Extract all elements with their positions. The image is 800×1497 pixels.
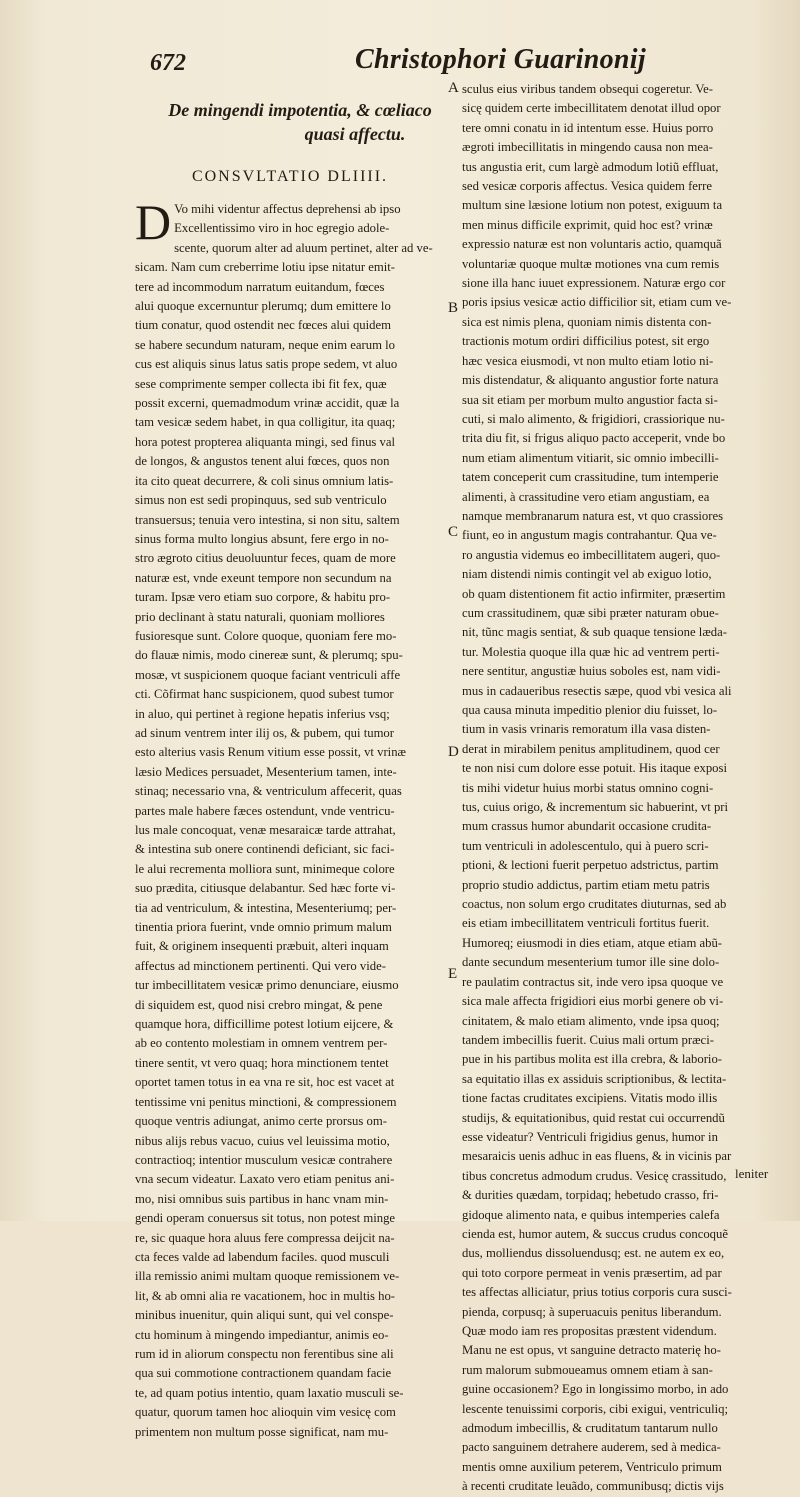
text-line: mum crassus humor abundarit occasione crudita-: [462, 819, 712, 834]
text-line: tum ventriculi in adolescentulo, qui à puero scri-: [462, 838, 709, 853]
text-line: nibus alijs rebus vacuo, cuius vel leuissima motio,: [135, 1133, 390, 1148]
text-line: proprio studio addictus, partim etiam metu patris: [462, 877, 710, 892]
text-line: cum crassitudinem, quæ sibi præter naturam obue-: [462, 605, 719, 620]
text-line: qui toto corpore permeat in venis præsertim, ad par: [462, 1265, 722, 1280]
text-line: & durities quædam, torpidaq; hebetudo crasso, fri-: [462, 1188, 719, 1203]
text-line: tere ad incommodum narratum euitandum, fœces: [135, 279, 385, 294]
text-line: in aluo, qui pertinet à regione hepatis inferius vsq;: [135, 706, 390, 721]
text-line: pue in his partibus molita est illa crebra, & laborio-: [462, 1052, 723, 1067]
text-line: do flauæ nimis, modo cinereæ sunt, & plerumq; spu-: [135, 648, 403, 663]
text-line: ab eo contento molestiam in omnem ventrem per-: [135, 1036, 388, 1051]
text-line: tia ad ventriculum, & intestina, Mesenteriumq; per-: [135, 900, 397, 915]
text-line: naturæ est, vnde exeunt tempore non secundum na: [135, 570, 392, 585]
text-line: ctu hominum à mingendo impediantur, animis eo-: [135, 1327, 389, 1342]
text-line: voluntariæ quoque multæ motiones vna cum remis: [462, 256, 720, 271]
text-line: ad sinum ventrem inter ilij os, & pubem, qui tumor: [135, 725, 395, 740]
section-title-line: De mingendi impotentia, & cœliaco: [168, 100, 432, 120]
text-line: cuti, si malo alimento, & frigidiori, crassiorique nu-: [462, 411, 725, 426]
text-line: sica est nimis plena, quoniam nimis distenta con-: [462, 314, 712, 329]
text-line: dus, molliendus dissoluendusq; est. ne autem ex eo,: [462, 1246, 725, 1261]
text-line: tis mihi videtur huius morbi status omnino cogni-: [462, 780, 714, 795]
text-line: fusioresque sunt. Colore quoque, quoniam fere mo-: [135, 628, 397, 643]
text-line: te non nisi cum dolore esse potuit. His itaque exposi: [462, 761, 727, 776]
margin-letter: D: [448, 744, 459, 760]
text-line: quatur, quorum tamen hoc alioquin vim vesicę com: [135, 1405, 396, 1420]
section-title: [155, 98, 445, 146]
text-line: te, ad quam potius intentio, quam laxatio musculi se-: [135, 1385, 404, 1400]
text-line: sa equitatio illas ex assiduis scriptionibus, & lectita-: [462, 1071, 727, 1086]
text-line: tes affectas alliciatur, prius totius corporis cura susci-: [462, 1285, 732, 1300]
margin-letter: E: [448, 966, 458, 982]
text-line: fiunt, eo in angustum magis contrahantur. Qua ve-: [462, 528, 717, 543]
left-column-text: [135, 200, 445, 1442]
text-line: Humoreq; eiusmodi in dies etiam, atque etiam abũ-: [462, 935, 723, 950]
text-line: pacto sanguinem detrahere auderem, sed à medica-: [462, 1440, 721, 1455]
text-line: sinus forma multo longius absunt, fere ergo in no-: [135, 531, 389, 546]
text-line: cti. Cõfirmat hanc suspicionem, quod subest tumor: [135, 687, 394, 702]
text-line: tur imbecillitatem vesicæ primo denunciare, eiusmo: [135, 978, 399, 993]
text-line: num etiam alimentum vitiarit, sic omnio imbecilli-: [462, 450, 719, 465]
text-line: lit, & ab omni alia re vacationem, hoc in multis ho-: [135, 1288, 396, 1303]
text-line: sed vesicæ corporis affectus. Vesica quidem ferre: [462, 179, 713, 194]
right-column: [462, 80, 772, 1497]
text-line: simus non est sedi propinquus, sed sub ventriculo: [135, 493, 387, 508]
text-line: esse videatur? Ventriculi frigidius genus, humor in: [462, 1129, 718, 1144]
text-line: coactus, non solum ergo cruditates diuturnas, sed ab: [462, 897, 727, 912]
text-line: partes male habere fæces ostendunt, vnde ventricu-: [135, 803, 395, 818]
drop-cap: D: [135, 200, 172, 250]
text-line: studijs, & equitationibus, quid restat cui occurrendũ: [462, 1110, 725, 1125]
text-line: quamque hora, difficillime potest lotium eijcere, &: [135, 1017, 394, 1032]
right-column-text: [462, 80, 772, 1497]
text-line: qua sui commotione contractionem quandam facie: [135, 1366, 392, 1381]
text-line: gidoque alimento nata, e quibus intemperies calefa: [462, 1207, 720, 1222]
text-line: cus est aliquis sinus latus satis prope sedem, vt aluo: [135, 357, 398, 372]
text-line: alimenti, à crassitudine vero etiam angustiam, ea: [462, 489, 710, 504]
text-line: tatem conceperit cum crassitudine, tum intemperie: [462, 470, 719, 485]
text-line: tus angustia erit, cum largè admodum lotiũ effluat,: [462, 159, 719, 174]
text-line: derat in mirabilem penitus amplitudinem, quod cer: [462, 741, 720, 756]
text-line: minibus inuenitur, quin aliqui sunt, qui vel conspe-: [135, 1308, 394, 1323]
text-line: ægroti imbecillitatis in mingendo causa non mea-: [462, 140, 713, 155]
text-line: namque membranarum natura est, vt quo crassiores: [462, 508, 724, 523]
text-line: trita diu fit, si frigus aliquo pacto acceperit, vnde bo: [462, 431, 726, 446]
text-line: sculus eius viribus tandem obsequi cogeretur. Ve-: [462, 82, 713, 96]
text-line: tinentia priora fuerint, vnde omnio primum malum: [135, 920, 392, 935]
text-line: lus male concoquat, venæ mesaraicæ tarde attrahat,: [135, 823, 396, 837]
running-head: Christophori Guarinonij: [355, 44, 646, 75]
text-line: tus, cuius origo, & incrementum sic habuerint, vt pri: [462, 800, 729, 815]
text-line: tur. Molestia quoque illa quæ hic ad ventrem perti-: [462, 644, 720, 659]
text-line: mentis omne auxilium peterem, Ventriculo primum: [462, 1459, 722, 1474]
text-line: tium in vasis vrinaris remoratum illa vasa disten-: [462, 722, 711, 737]
text-line: tinere sentit, vt vero quaq; hora minctionem tentet: [135, 1055, 389, 1070]
text-line: Excellentissimo viro in hoc egregio adole-: [174, 221, 390, 236]
margin-letter: A: [448, 80, 459, 96]
text-line: Quæ modo iam res propositas præstent videndum.: [462, 1324, 717, 1338]
text-line: rum id in aliorum conspectu non ferentibus sine ali: [135, 1346, 394, 1361]
text-line: ob quam distentionem fit actio infirmiter, præsertim: [462, 586, 726, 601]
text-line: ita cito queat decurrere, & coli sinus omnium latis-: [135, 473, 394, 488]
text-line: tione factas cruditates excipiens. Vitatis modo illis: [462, 1091, 718, 1106]
section-title-line: quasi affectu.: [304, 124, 406, 144]
text-line: re, sic quaque hora aluus fere compressa deijcit na-: [135, 1230, 395, 1245]
text-line: admodum imbecillis, & cruditatum tantarum nullo: [462, 1421, 718, 1436]
text-line: primentem non multum posse significat, nam mu-: [135, 1424, 389, 1439]
text-line: expressio naturæ est non voluntaris actio, quamquã: [462, 237, 722, 252]
margin-letter: C: [448, 524, 459, 540]
text-line: prio declinant à statu naturali, quoniam molliores: [135, 609, 385, 624]
text-line: fuit, & originem insequenti præbuit, alteri inquam: [135, 939, 389, 954]
text-line: nere sentitur, angustiæ huius soboles est, nam vidi-: [462, 664, 721, 679]
text-line: niam distendi nimis contingit vel ab exiguo lotio,: [462, 567, 712, 582]
text-line: mo, nisi omnibus suis partibus in hanc vnam min-: [135, 1191, 389, 1206]
text-line: sua sit etiam per morbum multo angustior facta si-: [462, 392, 718, 407]
text-line: lescente tenuissimi corporis, cibi exigui, ventriculiq;: [462, 1401, 729, 1416]
text-line: dante secundum mesenterium tumor ille sine dolo-: [462, 955, 720, 970]
text-line: Vo mihi videntur affectus deprehensi ab ipso: [174, 202, 401, 216]
text-line: mus in cadaueribus resectis sæpe, quod vbi vesica ali: [462, 683, 732, 698]
text-line: guine occasionem? Ego in longissimo morbo, in ado: [462, 1382, 729, 1397]
text-line: vna secum videatur. Laxato vero etiam penitus ani-: [135, 1172, 395, 1187]
text-line: tere omni conatu in id intentum esse. Huius porro: [462, 120, 714, 135]
text-line: transuersus; tenuia vero intestina, si non situ, saltem: [135, 512, 400, 527]
margin-letter: B: [448, 300, 459, 316]
text-line: alui quoque excernuntur plerumq; dum emittere lo: [135, 299, 391, 314]
text-line: contractioq; intentior musculum vesicæ contrahere: [135, 1152, 393, 1167]
text-line: scente, quorum alter ad aluum pertinet, alter ad ve-: [174, 240, 433, 255]
text-line: sicę quidem certe imbecillitatem denotat illud opor: [462, 101, 721, 116]
text-line: à recenti cruditate leuãdo, communibusq; dictis vijs: [462, 1479, 724, 1494]
text-line: & intestina sub onere continendi deficiant, sic faci-: [135, 842, 395, 857]
text-line: esto alterius vasis Renum vitium esse possit, vt vrinæ: [135, 745, 407, 760]
page-number: 672: [150, 50, 186, 76]
text-line: mesaraicis uenis adhuc in eas fluens, & in vicinis par: [462, 1149, 732, 1164]
text-line: tium conatur, quod ostendit nec fœces alui quidem: [135, 318, 391, 333]
text-line: re paulatim contractus sit, inde vero ipsa quoque ve: [462, 974, 724, 989]
text-line: se habere secundum naturam, neque enim earum lo: [135, 337, 395, 352]
text-line: affectus ad minctionem pertinenti. Qui vero vide-: [135, 958, 386, 973]
text-line: sica male affecta frigidiori eius morbi genere ob vi-: [462, 994, 724, 1009]
text-line: suo prædita, citiusque delabantur. Sed hæc forte vi-: [135, 881, 396, 896]
text-line: multum sine læsione lotium non potest, exiguum ta: [462, 198, 723, 213]
text-line: stinaq; necessario vna, & ventriculum affecerit, quas: [135, 784, 402, 799]
text-line: eis etiam imbecillitatem ventriculi fortitus fuerit.: [462, 916, 710, 931]
text-line: læsio Medices persuadet, Mesenterium tamen, inte-: [135, 764, 397, 779]
text-line: turam. Ipsæ vero etiam suo corpore, & habitu pro-: [135, 590, 391, 605]
page-header: [0, 44, 800, 78]
text-line: nit, tũnc magis sentiat, & sub quaque tensione læda-: [462, 625, 727, 640]
text-line: sione illa hanc iuuet expressionem. Naturæ ergo cor: [462, 276, 726, 291]
text-line: hæc vesica eiusmodi, vt non multo etiam lotio ni-: [462, 353, 714, 368]
left-column: [135, 80, 445, 1442]
text-line: poris ipsius vesicæ actio difficilior sit, etiam cum ve-: [462, 295, 732, 310]
text-line: men minus difficile exprimit, quid hoc est? vrinæ: [462, 217, 713, 232]
text-line: mis distendatur, & aliquanto angustior forte natura: [462, 373, 719, 388]
text-line: ro angustia videmus eo imbecillitatem augeri, quo-: [462, 547, 721, 562]
text-line: de longos, & angustos tenent alui fœces, quos non: [135, 454, 390, 469]
text-line: illa remissio animi multam quoque remissionem ve-: [135, 1269, 400, 1284]
text-line: tentissime vni penitus minctioni, & compressionem: [135, 1094, 397, 1109]
text-line: possit excerni, quemadmodum vrinæ accidit, quæ la: [135, 396, 400, 411]
text-line: di siquidem est, quod nisi crebro mingat, & pene: [135, 997, 383, 1012]
text-line: mosæ, vt suspicionem quoque faciant ventriculi affe: [135, 667, 401, 682]
text-line: sicam. Nam cum creberrime lotiu ipse nitatur emit-: [135, 260, 396, 275]
text-line: cinitatem, & malo etiam alimento, vnde ipsa quoq;: [462, 1013, 720, 1028]
text-line: stro ægroto citius deuoluuntur feces, quam de more: [135, 551, 396, 566]
text-line: rum malorum submoueamus omnem etiam à san-: [462, 1362, 713, 1377]
text-line: tractionis motum ordiri difficilius potest, sit ergo: [462, 334, 710, 349]
text-line: tam vesicæ sedem habet, in qua colligitur, ita quaq;: [135, 415, 396, 430]
text-line: oportet tamen totus in ea vna re sit, hoc est vacet at: [135, 1075, 395, 1090]
text-line: le alui recrementa molliora sunt, minimeque colore: [135, 861, 395, 876]
catchword: leniter: [735, 1166, 769, 1181]
consultation-heading: CONSVLTATIO DLIIII.: [191, 168, 389, 185]
text-line: tandem imbecillis fuerit. Cuius mali ortum præci-: [462, 1032, 714, 1047]
text-line: tibus concretus admodum crudus. Vesicę crassitudo,: [462, 1168, 727, 1183]
text-line: quoque ventris adiungat, animo certe prorsus om-: [135, 1114, 387, 1129]
text-line: ptioni, & lectioni fuerit perpetuo adstrictus, partim: [462, 858, 719, 873]
text-line: Manu ne est opus, vt sanguine detracto materię ho-: [462, 1343, 721, 1358]
text-line: gendi operam conuersus sit totus, non potest minge: [135, 1211, 396, 1226]
text-line: cta feces valde ad labendum faciles. quod musculi: [135, 1249, 390, 1264]
text-line: cienda est, humor autem, & succus crudus concoquẽ: [462, 1226, 729, 1241]
text-line: qua causa minuta impeditio plenior diu fuisset, lo-: [462, 703, 718, 717]
text-line: hora potest propterea aliquanta mingi, sed finus val: [135, 434, 396, 449]
text-line: pienda, corpusq; à superuacuis penitus liberandum.: [462, 1304, 722, 1319]
text-line: sese comprimente semper collecta ibi fit fex, quæ: [135, 376, 387, 391]
